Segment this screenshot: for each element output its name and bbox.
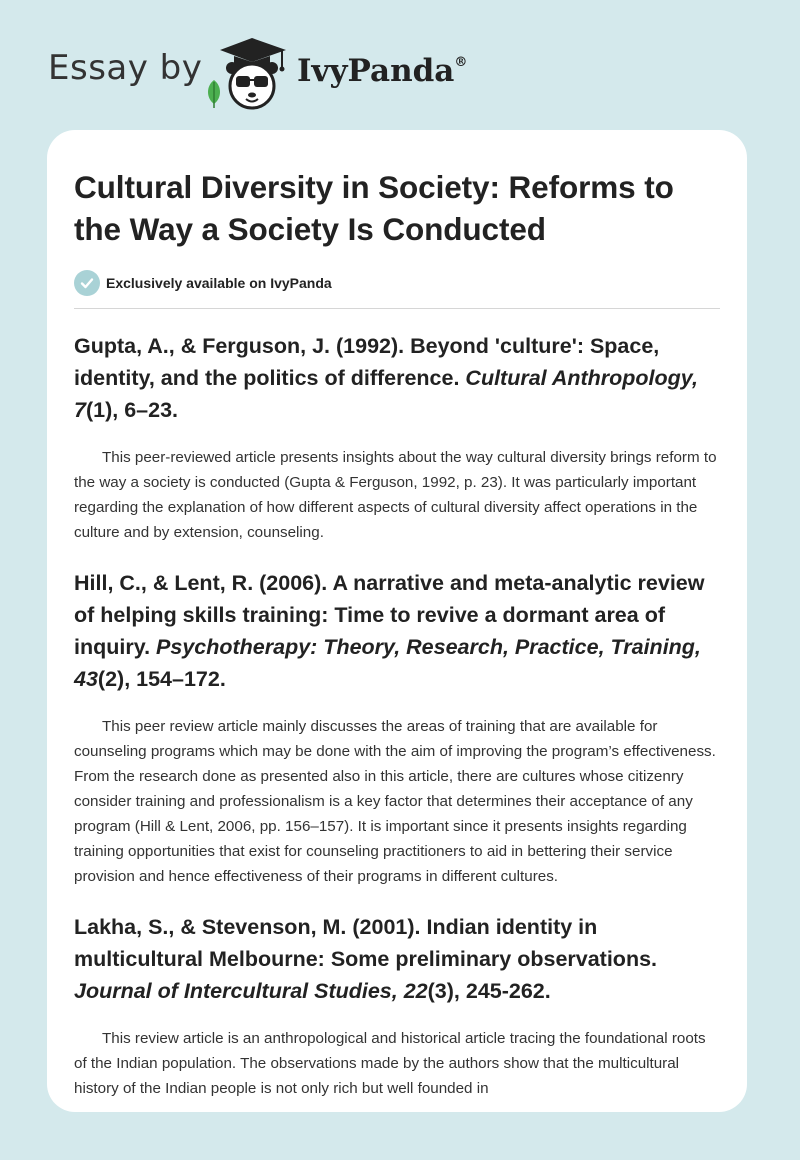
journal-title: Journal of Intercultural Studies, 22 [74,979,428,1003]
brand-text: IvyPanda [297,53,455,89]
reference-issue: (2), 154–172. [97,667,226,691]
reference-heading [74,330,720,426]
essay-by-label: Essay by [48,48,203,88]
reference-summary: This peer-reviewed article presents insights about the way cultural diversity brings reform to the way a society is conducted (Gupta & Ferguson, 1992, p. 23). It was particularly important regarding the explanation of how different aspects of cultural diversity affect operations in the culture and by extension, counseling. [74,449,717,541]
reference-heading [74,567,720,695]
reference-issue: (1), 6–23. [85,398,178,422]
site-header [0,0,800,130]
exclusive-badge [74,270,720,296]
reference-text: Gupta, A., & Ferguson, J. (1992). Beyond 'culture': Space, identity, and the politics of difference. [74,334,660,390]
reference-summary: This peer review article mainly discusses the areas of training that are available for counseling programs which may be done with the aim of improving the program’s effectiveness. From the research done as presented also in this article, there are cultures whose citizenry consider training and professionalism is a key factor that determines their acceptance of any program (Hill & Lent, 2006, pp. 156–157). It is important since it presents insights regarding training opportunities that exist for counseling practitioners to aid in bettering their service provision and hence effectiveness of their programs in different cultures. [74,718,716,885]
exclusive-badge-text: Exclusively available on IvyPanda [106,275,332,291]
brand-name[interactable] [297,53,467,89]
page-title: Cultural Diversity in Society: Reforms to the Way a Society Is Conducted [74,169,674,247]
divider [74,308,720,309]
reference-issue: (3), 245-262. [427,979,551,1003]
reference-text: Lakha, S., & Stevenson, M. (2001). Indian identity in multicultural Melbourne: Some preliminary observations. [74,915,658,971]
checkmark-icon [74,270,100,296]
reference-text: Hill, C., & Lent, R. (2006). A narrative and meta-analytic review of helping skills training: Time to revive a dormant area of inquiry. [74,571,705,659]
reference-summary: This review article is an anthropological and historical article tracing the foundational roots of the Indian population. The observations made by the authors show that the multicultural history of the Indian people is not only rich but well founded in [74,1030,706,1097]
panda-logo-icon[interactable] [200,36,296,112]
registered-mark: ® [454,55,468,70]
essay-card [47,130,747,1112]
journal-title: Psychotherapy: Theory, Research, Practice, Training, 43 [74,635,701,691]
journal-title: Cultural Anthropology, 7 [74,366,698,422]
reference-heading [74,911,720,1007]
